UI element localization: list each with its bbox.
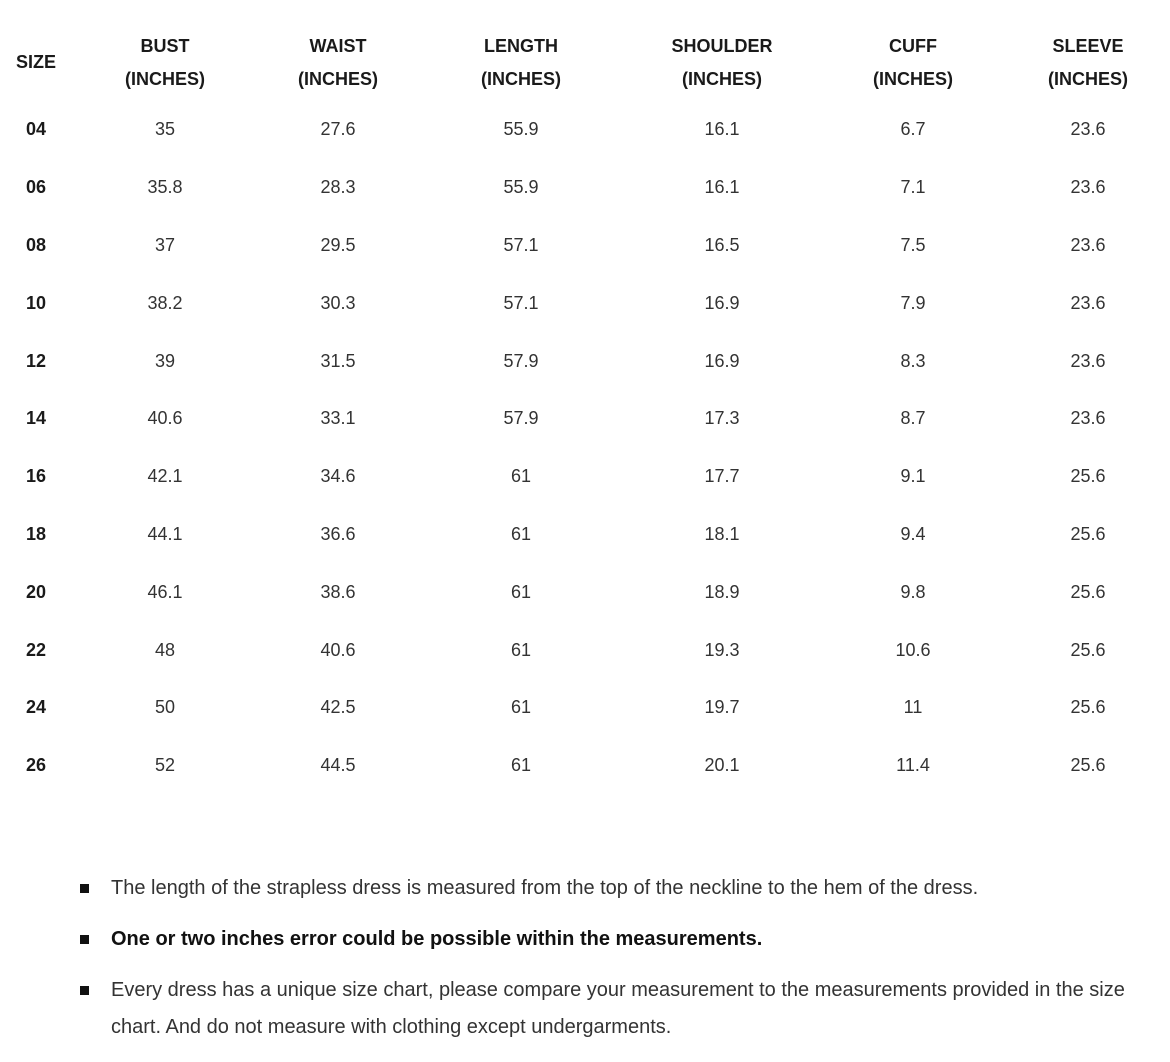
measurement-cell-bust: 50 <box>154 697 176 718</box>
measurement-cell-sleeve: 25.6 <box>1070 581 1106 602</box>
measurement-cell-bust: 37 <box>154 234 176 255</box>
measurement-cell-cuff: 9.4 <box>900 523 926 544</box>
column-header-label: CUFF <box>889 35 937 56</box>
measurement-cell-shoulder: 16.9 <box>704 292 740 313</box>
size-cell: 20 <box>25 581 47 602</box>
measurement-cell-bust: 44.1 <box>147 523 183 544</box>
measurement-cell-cuff: 11.4 <box>896 755 930 776</box>
measurement-cell-cuff: 8.7 <box>900 408 926 429</box>
table-row <box>0 448 1170 506</box>
table-row <box>0 506 1170 564</box>
table-row <box>0 390 1170 448</box>
column-header-bust <box>72 24 258 101</box>
measurement-cell-cuff: 9.1 <box>900 466 926 487</box>
measurement-cell-length: 61 <box>510 523 532 544</box>
measurement-cell-length: 61 <box>510 755 532 776</box>
table-body <box>0 101 1170 795</box>
measurement-cell-cuff: 6.7 <box>900 119 926 140</box>
measurement-cell-length: 57.9 <box>503 350 539 371</box>
measurement-cell-waist: 31.5 <box>320 350 356 371</box>
size-cell: 08 <box>25 234 47 255</box>
column-header-length <box>418 24 624 101</box>
measurement-cell-shoulder: 17.7 <box>704 466 740 487</box>
measurement-cell-shoulder: 20.1 <box>704 755 740 776</box>
measurement-cell-sleeve: 23.6 <box>1070 177 1106 198</box>
size-cell: 06 <box>25 177 47 198</box>
measurement-cell-sleeve: 25.6 <box>1070 639 1106 660</box>
measurement-cell-shoulder: 18.1 <box>704 523 740 544</box>
column-header-unit: (INCHES) <box>1048 68 1128 89</box>
measurement-cell-length: 55.9 <box>503 177 539 198</box>
note-text: Every dress has a unique size chart, please compare your measurement to the measurements provided in the size chart. And do not measure with clothing except undergarments. <box>111 979 1125 1038</box>
note-item <box>80 972 1140 1046</box>
measurement-cell-sleeve: 23.6 <box>1070 408 1106 429</box>
column-header-unit: (INCHES) <box>873 68 953 89</box>
note-text: One or two inches error could be possible within the measurements. <box>111 928 763 950</box>
measurement-cell-cuff: 7.1 <box>900 177 926 198</box>
note-item <box>80 870 1140 907</box>
measurement-cell-waist: 27.6 <box>320 119 356 140</box>
measurement-cell-length: 57.9 <box>503 408 539 429</box>
measurement-cell-shoulder: 16.1 <box>704 177 740 198</box>
measurement-cell-bust: 39 <box>154 350 176 371</box>
note-item <box>80 921 1140 958</box>
measurement-cell-cuff: 10.6 <box>895 639 931 660</box>
measurement-cell-cuff: 8.3 <box>900 350 926 371</box>
measurement-cell-bust: 35 <box>154 119 176 140</box>
measurement-cell-waist: 42.5 <box>320 697 356 718</box>
measurement-cell-length: 57.1 <box>503 292 539 313</box>
note-text: The length of the strapless dress is measured from the top of the neckline to the hem of the dress. <box>111 877 979 899</box>
column-header-label: SLEEVE <box>1052 35 1124 56</box>
square-bullet-icon <box>80 884 89 893</box>
measurement-cell-length: 61 <box>510 466 532 487</box>
measurement-cell-shoulder: 18.9 <box>704 581 740 602</box>
measurement-cell-length: 57.1 <box>503 234 539 255</box>
table-row <box>0 159 1170 217</box>
measurement-cell-waist: 29.5 <box>320 234 356 255</box>
measurement-cell-sleeve: 25.6 <box>1070 755 1106 776</box>
measurement-cell-shoulder: 16.1 <box>704 119 740 140</box>
measurement-cell-bust: 46.1 <box>147 581 183 602</box>
measurement-cell-bust: 40.6 <box>147 408 183 429</box>
column-header-cuff <box>820 24 1006 101</box>
size-cell: 22 <box>25 639 47 660</box>
measurement-cell-shoulder: 17.3 <box>704 408 740 429</box>
measurement-cell-sleeve: 23.6 <box>1070 119 1106 140</box>
measurement-cell-waist: 44.5 <box>320 755 356 776</box>
measurement-cell-sleeve: 23.6 <box>1070 350 1106 371</box>
measurement-cell-cuff: 9.8 <box>900 581 926 602</box>
measurement-cell-waist: 38.6 <box>320 581 356 602</box>
table-row <box>0 679 1170 737</box>
measurement-cell-length: 55.9 <box>503 119 539 140</box>
size-cell: 18 <box>25 523 47 544</box>
measurement-cell-bust: 52 <box>154 755 176 776</box>
measurement-cell-bust: 35.8 <box>147 177 183 198</box>
table-header-row <box>0 24 1170 101</box>
square-bullet-icon <box>80 986 89 995</box>
measurement-notes <box>80 870 1140 1060</box>
measurement-cell-sleeve: 25.6 <box>1070 523 1106 544</box>
size-cell: 26 <box>25 755 47 776</box>
size-cell: 04 <box>25 119 47 140</box>
column-header-label: BUST <box>140 35 190 56</box>
measurement-cell-shoulder: 16.5 <box>704 234 740 255</box>
measurement-cell-sleeve: 23.6 <box>1070 234 1106 255</box>
size-cell: 16 <box>25 466 47 487</box>
size-cell: 10 <box>25 292 47 313</box>
size-cell: 12 <box>25 350 47 371</box>
measurement-cell-shoulder: 16.9 <box>704 350 740 371</box>
table-row <box>0 101 1170 159</box>
measurement-cell-waist: 33.1 <box>320 408 356 429</box>
column-header-label: WAIST <box>309 35 367 56</box>
measurement-cell-cuff: 7.5 <box>900 234 926 255</box>
measurement-cell-sleeve: 25.6 <box>1070 697 1106 718</box>
measurement-cell-bust: 38.2 <box>147 292 183 313</box>
column-header-unit: (INCHES) <box>298 68 378 89</box>
measurement-cell-waist: 30.3 <box>320 292 356 313</box>
measurement-cell-length: 61 <box>510 697 532 718</box>
column-header-unit: (INCHES) <box>481 68 561 89</box>
measurement-cell-bust: 48 <box>154 639 176 660</box>
measurement-cell-cuff: 11 <box>903 697 923 718</box>
measurement-cell-waist: 40.6 <box>320 639 356 660</box>
table-row <box>0 563 1170 621</box>
column-header-label: SIZE <box>15 52 56 72</box>
column-header-unit: (INCHES) <box>125 68 205 89</box>
table-row <box>0 332 1170 390</box>
table-row <box>0 274 1170 332</box>
measurement-cell-waist: 34.6 <box>320 466 356 487</box>
measurement-cell-length: 61 <box>510 639 532 660</box>
measurement-cell-cuff: 7.9 <box>900 292 926 313</box>
size-chart-table <box>0 24 1170 795</box>
column-header-shoulder <box>624 24 820 101</box>
column-header-label: LENGTH <box>484 35 558 56</box>
column-header-label: SHOULDER <box>671 35 773 56</box>
size-cell: 14 <box>25 408 47 429</box>
measurement-cell-shoulder: 19.3 <box>704 639 740 660</box>
size-cell: 24 <box>25 697 47 718</box>
measurement-cell-sleeve: 23.6 <box>1070 292 1106 313</box>
column-header-sleeve <box>1006 24 1170 101</box>
table-row <box>0 737 1170 795</box>
column-header-unit: (INCHES) <box>682 68 762 89</box>
column-header-waist <box>258 24 418 101</box>
measurement-cell-length: 61 <box>510 581 532 602</box>
measurement-cell-bust: 42.1 <box>147 466 183 487</box>
table-row <box>0 217 1170 275</box>
column-header-size <box>0 24 72 101</box>
measurement-cell-waist: 28.3 <box>320 177 356 198</box>
measurement-cell-sleeve: 25.6 <box>1070 466 1106 487</box>
measurement-cell-waist: 36.6 <box>320 523 356 544</box>
measurement-cell-shoulder: 19.7 <box>704 697 740 718</box>
square-bullet-icon <box>80 935 89 944</box>
table-row <box>0 621 1170 679</box>
